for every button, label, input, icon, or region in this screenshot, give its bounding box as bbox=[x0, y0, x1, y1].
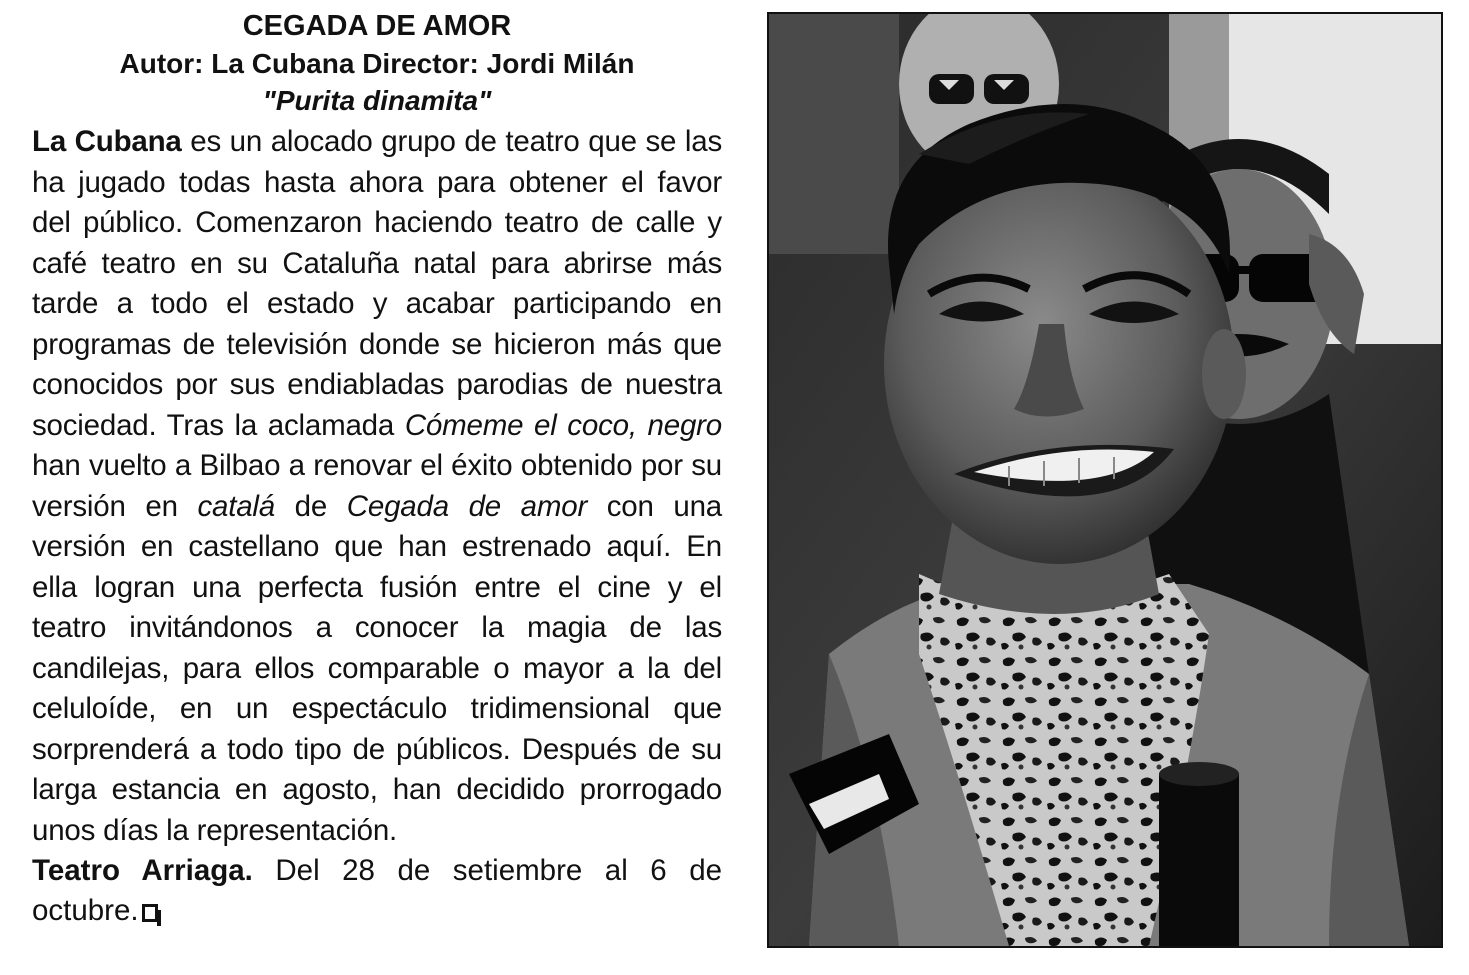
body-part-3: de bbox=[275, 489, 347, 523]
company-name: La Cubana bbox=[32, 125, 182, 158]
body-part-1: es un alocado grupo de teatro que se las ha jugado todas hasta ahora para obtener el favor del público. Comenzaron haciendo teatro de calle y café teatro en su Cataluña natal para abrirse más tarde a todo el estado y acabar participando en programas de televisión donde se hicieron más que conocidos por sus endiabladas parodias de nuestra sociedad. Tras la aclamada bbox=[32, 125, 723, 442]
language-name: catalá bbox=[197, 489, 275, 523]
article-headline: CEGADA DE AMOR bbox=[242, 10, 512, 42]
article-credits: Autor: La Cubana Director: Jordi Milán bbox=[119, 48, 635, 79]
photo-illustration bbox=[769, 14, 1441, 946]
show-title-2: Cegada de amor bbox=[346, 489, 588, 523]
show-title-1: Cómeme el coco, negro bbox=[404, 408, 722, 442]
venue-dates: Del 28 de setiembre al 6 de octubre. bbox=[32, 854, 723, 927]
end-of-article-icon bbox=[142, 904, 158, 922]
venue-info bbox=[32, 851, 722, 931]
venue-name: Teatro Arriaga. bbox=[32, 854, 253, 887]
article-column bbox=[32, 8, 722, 931]
article-tagline: "Purita dinamita" bbox=[262, 85, 492, 116]
article-photo bbox=[767, 12, 1443, 948]
article-body bbox=[32, 122, 722, 851]
body-part-2: han vuelto a Bilbao a renovar el éxito obtenido por su versión en bbox=[32, 449, 722, 523]
body-part-4: con una versión en castellano que han estrenado aquí. En ella logran una perfecta fusión entre el cine y el teatro invitándonos a conocer la magia de las candilejas, para ellos comparable o mayor a la del celuloíde, en un espectáculo tridimensional que sorprenderá a todo tipo de públicos. Después de su larga estancia en agosto, han decidido prorrogado unos días la representación. bbox=[32, 489, 723, 847]
